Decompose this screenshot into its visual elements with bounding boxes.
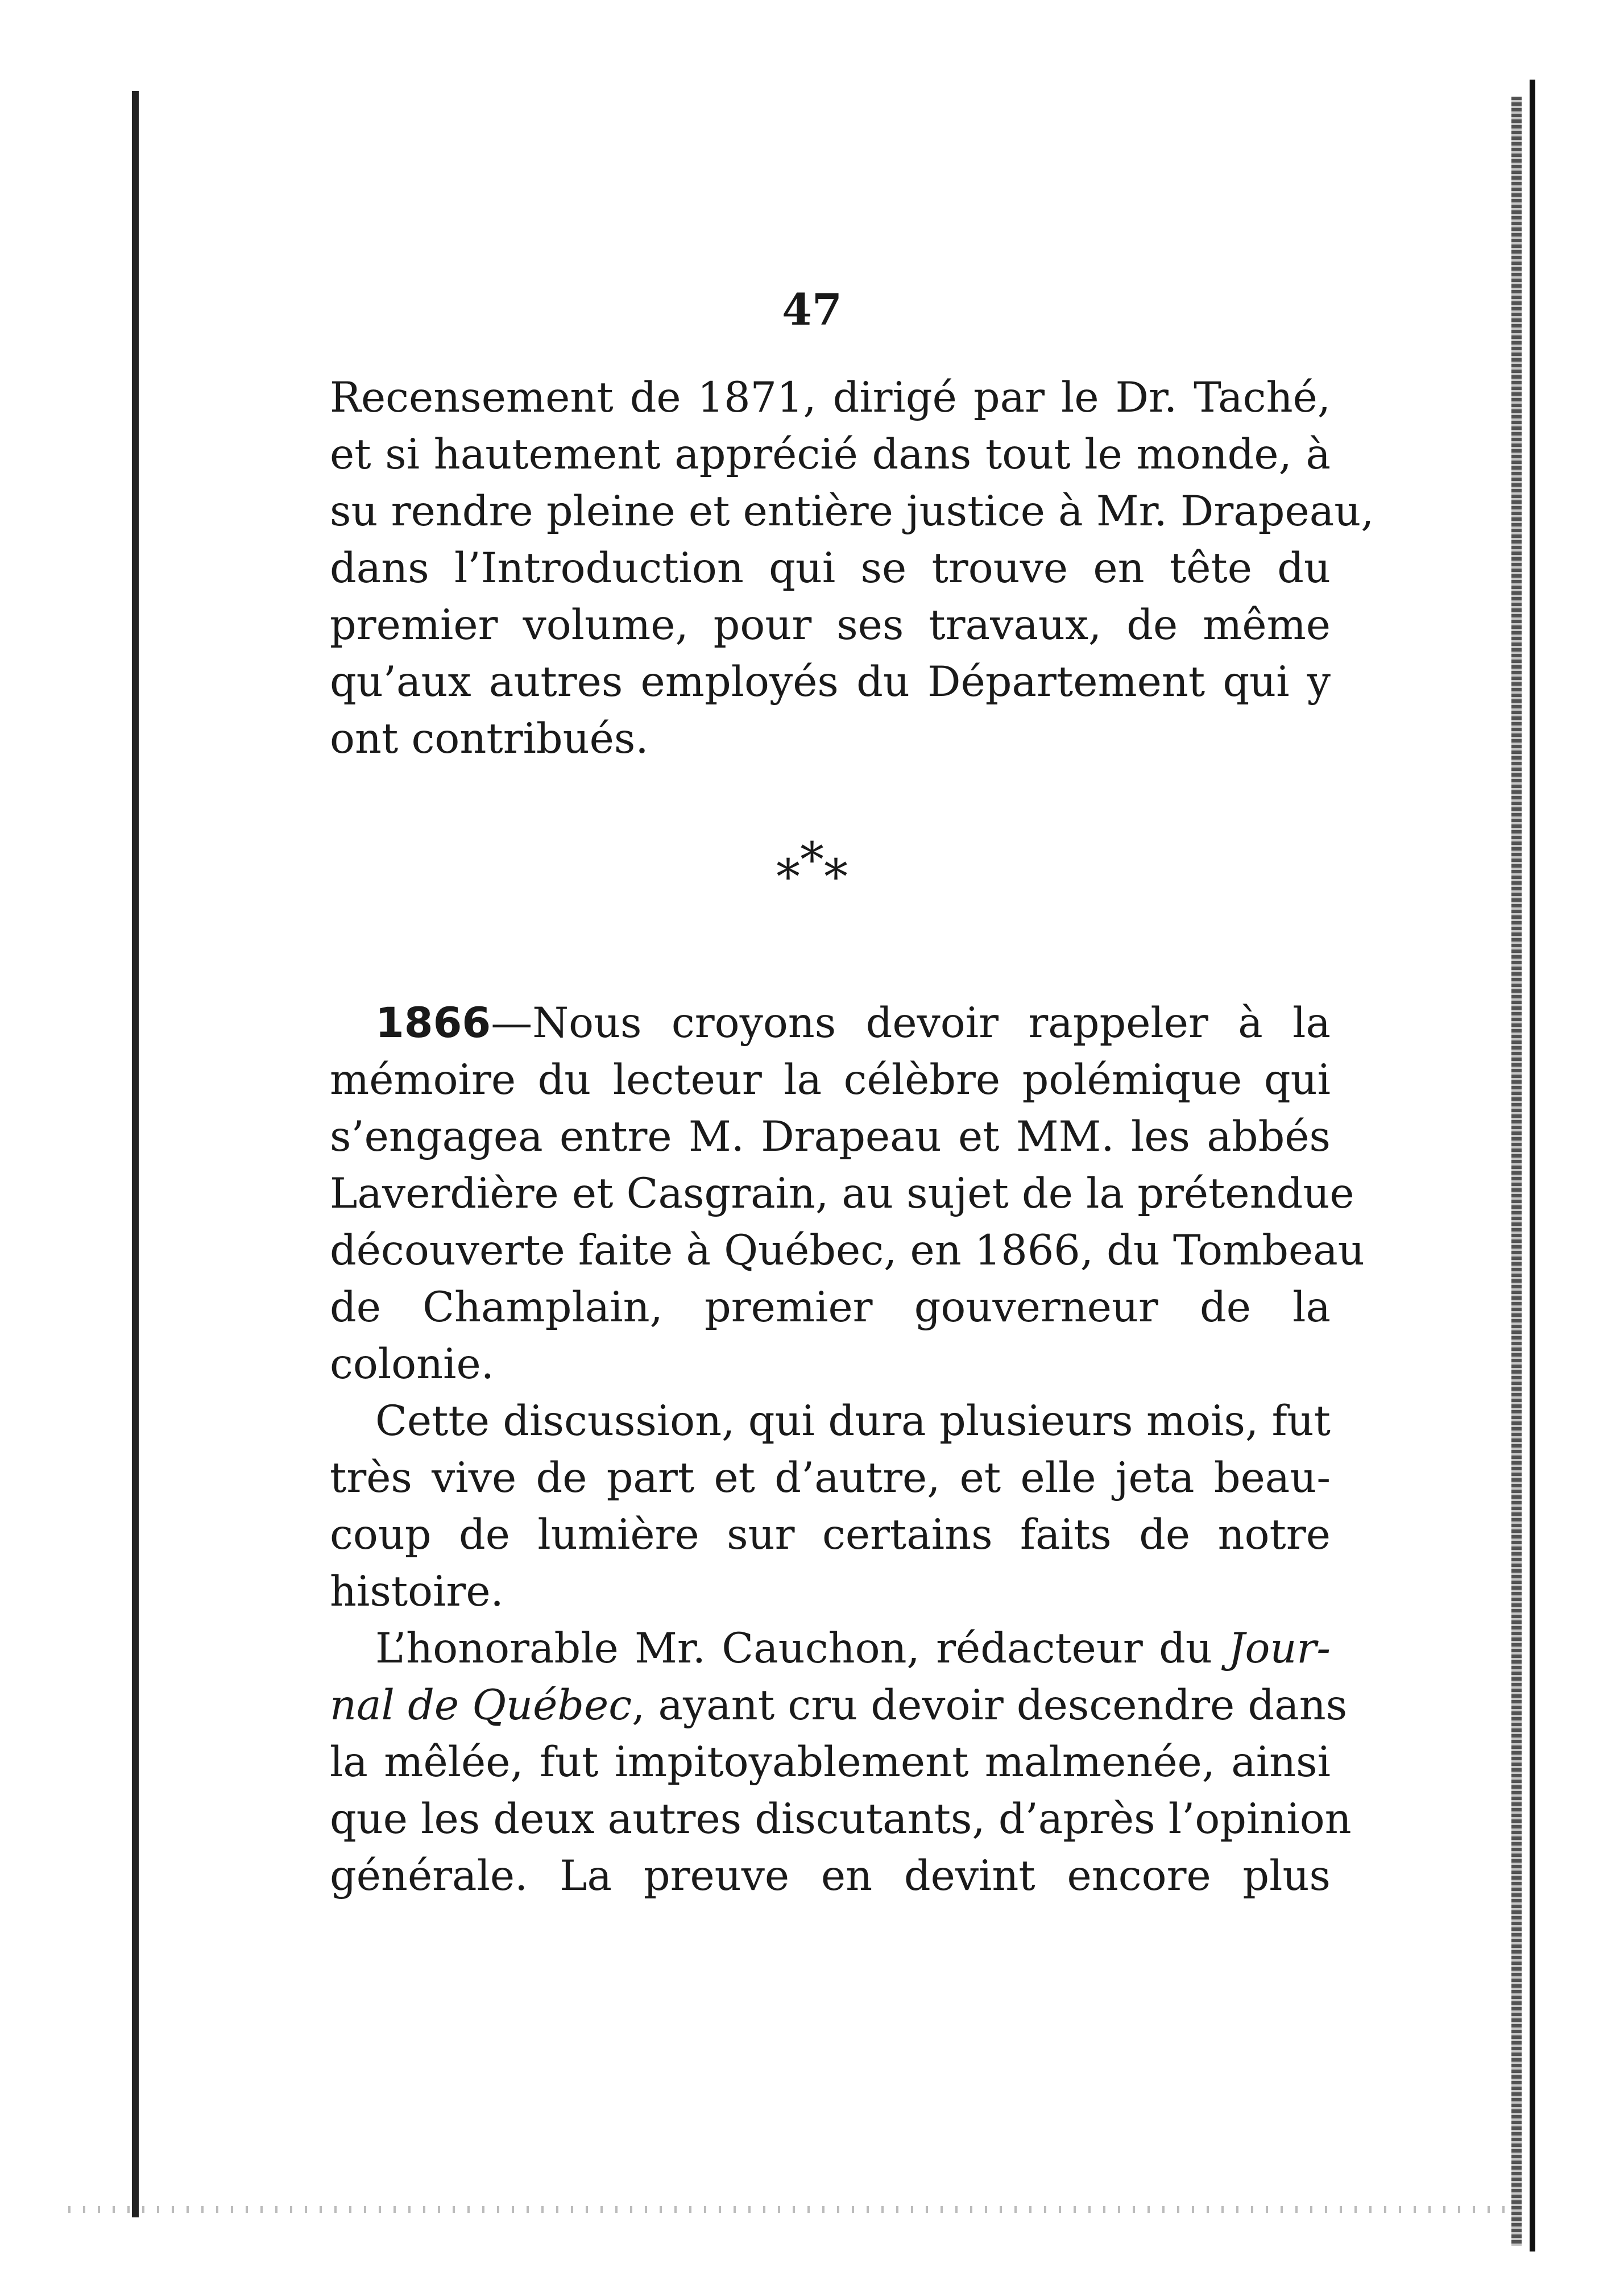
text-line: coup de lumière sur certains faits de notre — [330, 1511, 1331, 1559]
text-span: L’honorable Mr. Cauchon, rédacteur du — [375, 1624, 1229, 1673]
text-span: , ayant cru devoir descendre dans — [632, 1681, 1348, 1730]
year-heading: 1866 — [375, 999, 491, 1047]
text-line — [330, 1620, 1331, 1677]
text-line: histoire. — [330, 1568, 504, 1616]
paragraph-1866 — [330, 995, 1365, 1905]
text-line: su rendre pleine et entière justice à Mr. Drapeau, — [330, 487, 1374, 536]
text-line: et si hautement apprécié dans tout le monde, à — [330, 430, 1331, 479]
text-line: Recensement de 1871, dirigé par le Dr. Taché, — [330, 374, 1331, 422]
text-line: générale. La preuve en devint encore plus — [330, 1852, 1331, 1900]
text-line: dans l’Introduction qui se trouve en tête du — [330, 544, 1331, 592]
text-line: très vive de part et d’autre, et elle jeta beau- — [330, 1454, 1331, 1502]
asterisk-left: * — [776, 849, 800, 905]
text-line-first — [330, 995, 1331, 1052]
text-line: Cette discussion, qui dura plusieurs mois, fut — [375, 1397, 1331, 1445]
text-line: découverte faite à Québec, en 1866, du Tombeau — [330, 1226, 1365, 1275]
asterisk-right: * — [824, 849, 848, 905]
scan-bottom-noise — [68, 2206, 1513, 2213]
text-line: la mêlée, fut impitoyablement malmenée, ainsi — [330, 1738, 1331, 1786]
newspaper-title-part: nal de Québec — [330, 1681, 632, 1730]
text-line: ont contribués. — [330, 715, 649, 763]
text-line: colonie. — [330, 1340, 494, 1388]
text-span: —Nous croyons devoir rappeler à la — [491, 999, 1331, 1047]
page-number: 47 — [782, 284, 842, 335]
text-line: qu’aux autres employés du Département qui y — [330, 658, 1331, 706]
asterism-separator — [0, 832, 1624, 905]
text-line — [330, 1677, 1348, 1734]
text-line: premier volume, pour ses travaux, de même — [330, 601, 1331, 649]
scan-edge-left — [132, 91, 139, 2217]
newspaper-title-part: Jour- — [1228, 1624, 1331, 1673]
text-line: Laverdière et Casgrain, au sujet de la prétendue — [330, 1170, 1354, 1218]
text-line: que les deux autres discutants, d’après l’opinion — [330, 1795, 1352, 1843]
paragraph-census — [330, 370, 1374, 768]
text-line: de Champlain, premier gouverneur de la — [330, 1283, 1331, 1332]
text-line: s’engagea entre M. Drapeau et MM. les abbés — [330, 1113, 1331, 1161]
scan-edge-right-noise — [1511, 97, 1522, 2246]
text-line: mémoire du lecteur la célèbre polémique qui — [330, 1056, 1331, 1104]
asterisk-top: * — [800, 832, 824, 888]
scan-edge-right-binding — [1530, 80, 1535, 2251]
